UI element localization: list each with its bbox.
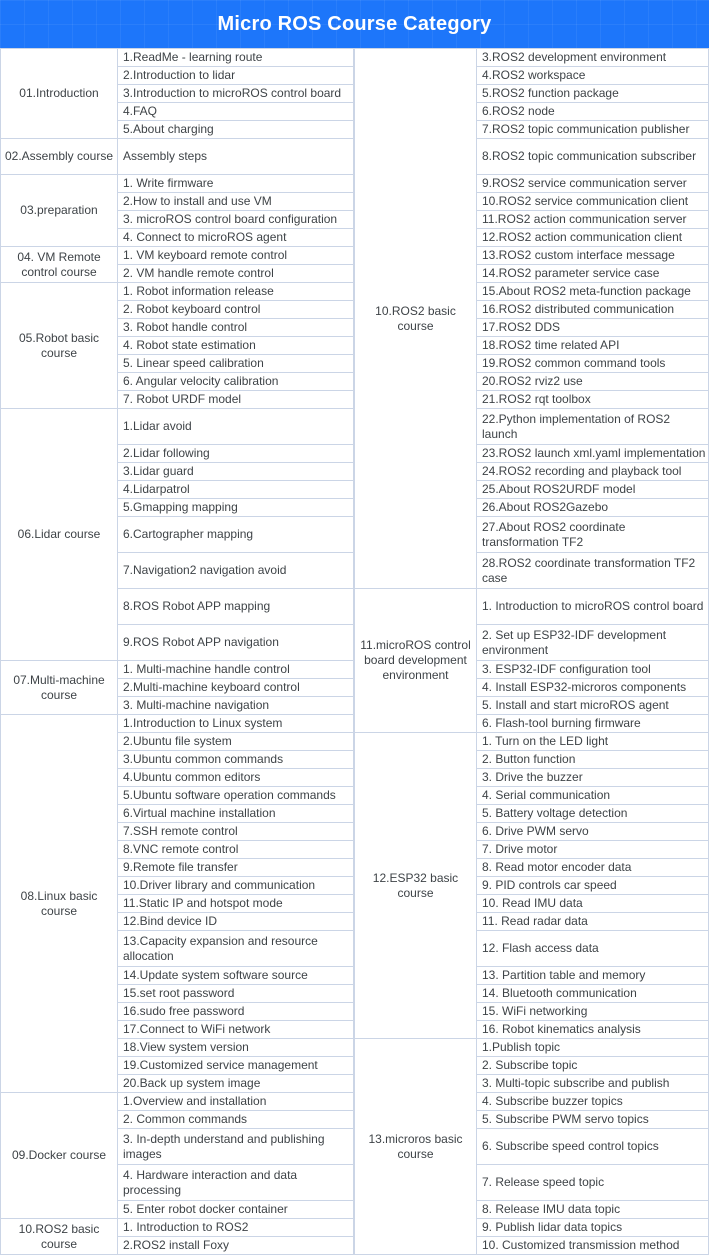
course-item-cell: [118, 49, 354, 67]
course-item-cell: [118, 1219, 354, 1237]
course-item-label: 1. Robot information release: [123, 284, 274, 298]
course-item-label: 1. Introduction to ROS2: [123, 1220, 249, 1234]
course-item-cell: [118, 517, 354, 553]
category-cell: 02.Assembly course: [1, 139, 118, 175]
course-item-cell: [477, 805, 709, 823]
course-item-label: 3. Multi-topic subscribe and publish: [482, 1076, 670, 1090]
course-item-label: 10. Customized transmission method: [482, 1238, 680, 1252]
course-item-label: 25.About ROS2URDF model: [482, 482, 636, 496]
course-item-cell: [118, 355, 354, 373]
course-item-cell: [477, 121, 709, 139]
course-item-cell: [477, 1003, 709, 1021]
course-item-cell: [477, 769, 709, 787]
course-item-label: 13.Capacity expansion and resource allocation: [123, 933, 318, 963]
course-item-cell: [477, 481, 709, 499]
table-row: [1, 247, 354, 265]
course-item-cell: [118, 877, 354, 895]
course-item-label: 5. Install and start microROS agent: [482, 698, 669, 712]
course-item-cell: [477, 787, 709, 805]
course-item-label: 7.ROS2 topic communication publisher: [482, 122, 690, 136]
table-row: [1, 661, 354, 679]
course-item-cell: [477, 211, 709, 229]
course-item-cell: [477, 859, 709, 877]
category-cell: 01.Introduction: [1, 49, 118, 139]
course-item-label: 19.ROS2 common command tools: [482, 356, 666, 370]
table-row: [1, 139, 354, 175]
course-item-cell: [477, 1057, 709, 1075]
course-item-label: 2.ROS2 install Foxy: [123, 1238, 230, 1252]
course-item-cell: [477, 265, 709, 283]
course-item-label: 9.ROS2 service communication server: [482, 176, 687, 190]
course-item-cell: [477, 103, 709, 121]
course-item-cell: [477, 319, 709, 337]
course-item-label: 3.ROS2 development environment: [482, 50, 667, 64]
course-item-label: 13. Partition table and memory: [482, 968, 646, 982]
course-item-label: 16. Robot kinematics analysis: [482, 1022, 641, 1036]
page-header: [0, 0, 709, 48]
course-item-cell: [477, 355, 709, 373]
course-item-label: 3. In-depth understand and publishing images: [123, 1131, 325, 1161]
course-item-cell: [118, 193, 354, 211]
course-item-label: 22.Python implementation of ROS2 launch: [482, 411, 671, 441]
course-item-cell: [118, 121, 354, 139]
course-item-label: 14.Update system software source: [123, 968, 308, 982]
course-item-cell: [118, 229, 354, 247]
course-item-label: 23.ROS2 launch xml.yaml implementation: [482, 446, 706, 460]
course-item-label: 4. Install ESP32-microros components: [482, 680, 687, 694]
course-item-label: 10. Read IMU data: [482, 896, 583, 910]
course-item-label: 9.ROS Robot APP navigation: [123, 635, 279, 649]
course-item-cell: [118, 463, 354, 481]
course-item-label: 20.ROS2 rviz2 use: [482, 374, 583, 388]
course-item-cell: [477, 1201, 709, 1219]
course-item-label: 9. PID controls car speed: [482, 878, 617, 892]
course-item-cell: [118, 391, 354, 409]
category-cell: 08.Linux basic course: [1, 715, 118, 1093]
course-item-label: 17.ROS2 DDS: [482, 320, 561, 334]
course-item-label: 4. Connect to microROS agent: [123, 230, 287, 244]
course-item-cell: [118, 1057, 354, 1075]
course-item-cell: [118, 1093, 354, 1111]
course-item-label: 18.View system version: [123, 1040, 249, 1054]
course-item-label: 6.Cartographer mapping: [123, 527, 254, 541]
course-item-cell: [477, 517, 709, 553]
course-item-cell: [477, 1237, 709, 1255]
course-item-label: 7. Release speed topic: [482, 1175, 605, 1189]
course-item-label: 8. Read motor encoder data: [482, 860, 632, 874]
course-item-label: 9.Remote file transfer: [123, 860, 238, 874]
course-item-cell: [477, 661, 709, 679]
course-item-label: 6. Drive PWM servo: [482, 824, 589, 838]
course-item-cell: [118, 733, 354, 751]
course-item-label: 11.ROS2 action communication server: [482, 212, 687, 226]
course-item-cell: [477, 463, 709, 481]
course-item-cell: [477, 553, 709, 589]
category-cell: 10.ROS2 basic course: [355, 49, 477, 589]
category-cell: 12.ESP32 basic course: [355, 733, 477, 1039]
course-item-label: 15.About ROS2 meta-function package: [482, 284, 691, 298]
course-item-label: 4. Serial communication: [482, 788, 611, 802]
course-item-label: 8.ROS Robot APP mapping: [123, 599, 271, 613]
course-item-label: 4.Lidarpatrol: [123, 482, 190, 496]
course-item-cell: [477, 1075, 709, 1093]
course-item-cell: [477, 391, 709, 409]
course-item-cell: [118, 247, 354, 265]
course-item-label: 7.SSH remote control: [123, 824, 238, 838]
course-item-cell: [118, 805, 354, 823]
course-item-cell: [477, 751, 709, 769]
course-item-label: 1. Turn on the LED light: [482, 734, 609, 748]
course-item-cell: [118, 337, 354, 355]
course-item-cell: [477, 49, 709, 67]
course-item-cell: [477, 1093, 709, 1111]
course-item-label: 2. Common commands: [123, 1112, 248, 1126]
course-item-label: 12.ROS2 action communication client: [482, 230, 683, 244]
course-item-cell: [477, 373, 709, 391]
course-item-label: 6. Angular velocity calibration: [123, 374, 279, 388]
course-item-label: 5. Enter robot docker container: [123, 1202, 288, 1216]
course-item-cell: [118, 823, 354, 841]
table-row: [1, 175, 354, 193]
course-item-label: 27.About ROS2 coordinate transformation TF2: [482, 519, 626, 549]
course-item-cell: [477, 283, 709, 301]
course-item-label: 5. Subscribe PWM servo topics: [482, 1112, 649, 1126]
course-item-label: 3. Drive the buzzer: [482, 770, 583, 784]
course-item-label: 2.Ubuntu file system: [123, 734, 232, 748]
course-item-label: 19.Customized service management: [123, 1058, 318, 1072]
course-item-cell: [118, 985, 354, 1003]
left-course-table: [0, 48, 354, 1255]
course-item-label: 7.Navigation2 navigation avoid: [123, 563, 287, 577]
course-item-cell: [477, 625, 709, 661]
course-item-label: 15.set root password: [123, 986, 235, 1000]
course-item-label: 4. Robot state estimation: [123, 338, 256, 352]
course-item-cell: [118, 175, 354, 193]
course-item-label: 1.Publish topic: [482, 1040, 561, 1054]
course-item-label: 3. ESP32-IDF configuration tool: [482, 662, 651, 676]
course-item-label: 11. Read radar data: [482, 914, 588, 928]
course-item-cell: [118, 661, 354, 679]
course-item-cell: [118, 409, 354, 445]
course-item-cell: [118, 265, 354, 283]
course-item-cell: [118, 499, 354, 517]
course-item-label: 3. Robot handle control: [123, 320, 248, 334]
course-item-label: 1.ReadMe - learning route: [123, 50, 263, 64]
table-row: [1, 409, 354, 445]
course-item-label: 10.ROS2 service communication client: [482, 194, 689, 208]
table-row: [355, 49, 709, 67]
course-item-label: 17.Connect to WiFi network: [123, 1022, 271, 1036]
course-item-label: 1. Introduction to microROS control board: [482, 599, 704, 613]
course-item-label: 4.ROS2 workspace: [482, 68, 586, 82]
course-item-cell: [118, 103, 354, 121]
course-item-cell: [118, 1111, 354, 1129]
course-item-cell: [118, 1201, 354, 1219]
table-row: [1, 49, 354, 67]
course-item-cell: [477, 139, 709, 175]
course-item-cell: [118, 931, 354, 967]
course-item-label: 2. Robot keyboard control: [123, 302, 261, 316]
category-cell: 05.Robot basic course: [1, 283, 118, 409]
category-cell: 04. VM Remote control course: [1, 247, 118, 283]
course-item-label: 2. Subscribe topic: [482, 1058, 578, 1072]
course-item-cell: [118, 1165, 354, 1201]
course-item-cell: [477, 1165, 709, 1201]
table-row: [355, 589, 709, 625]
course-item-label: 2.Multi-machine keyboard control: [123, 680, 300, 694]
course-item-label: 24.ROS2 recording and playback tool: [482, 464, 682, 478]
course-item-label: 2. VM handle remote control: [123, 266, 274, 280]
course-item-label: 2.How to install and use VM: [123, 194, 272, 208]
course-item-cell: [118, 67, 354, 85]
table-row: [1, 715, 354, 733]
course-item-label: 5.Ubuntu software operation commands: [123, 788, 336, 802]
course-item-label: 16.ROS2 distributed communication: [482, 302, 675, 316]
table-row: [355, 733, 709, 751]
course-item-cell: [477, 1111, 709, 1129]
course-item-label: 5. Linear speed calibration: [123, 356, 264, 370]
course-item-label: 5.About charging: [123, 122, 214, 136]
course-item-cell: [118, 445, 354, 463]
course-item-cell: [118, 1237, 354, 1255]
course-item-cell: [477, 1129, 709, 1165]
course-item-label: 2.Introduction to lidar: [123, 68, 236, 82]
course-item-label: 8.VNC remote control: [123, 842, 239, 856]
course-item-cell: [118, 697, 354, 715]
left-table-body: [1, 49, 354, 1255]
course-item-label: 9. Publish lidar data topics: [482, 1220, 623, 1234]
course-item-label: 20.Back up system image: [123, 1076, 261, 1090]
course-item-label: 3.Introduction to microROS control board: [123, 86, 342, 100]
course-item-cell: [118, 481, 354, 499]
course-item-label: 1. Write firmware: [123, 176, 214, 190]
course-item-label: 7. Robot URDF model: [123, 392, 242, 406]
course-item-cell: [118, 967, 354, 985]
category-cell: 03.preparation: [1, 175, 118, 247]
category-cell: 06.Lidar course: [1, 409, 118, 661]
category-cell: 10.ROS2 basic course: [1, 1219, 118, 1255]
course-item-cell: [118, 211, 354, 229]
course-item-label: 14. Bluetooth communication: [482, 986, 637, 1000]
course-item-cell: [118, 589, 354, 625]
course-item-cell: [118, 715, 354, 733]
course-item-cell: [477, 841, 709, 859]
course-tables-container: [0, 48, 709, 1255]
course-item-label: 4. Hardware interaction and data processing: [123, 1167, 298, 1197]
course-item-label: 2.Lidar following: [123, 446, 210, 460]
course-item-cell: [118, 913, 354, 931]
course-item-cell: [477, 931, 709, 967]
course-item-cell: [477, 967, 709, 985]
course-item-label: 4.Ubuntu common editors: [123, 770, 261, 784]
course-item-cell: [477, 697, 709, 715]
course-item-label: 11.Static IP and hotspot mode: [123, 896, 283, 910]
page-title: Micro ROS Course Category: [217, 12, 492, 35]
course-item-cell: [118, 319, 354, 337]
course-item-cell: [477, 1039, 709, 1057]
course-item-label: 4. Subscribe buzzer topics: [482, 1094, 623, 1108]
course-item-label: 8. Release IMU data topic: [482, 1202, 621, 1216]
right-course-table: [354, 48, 709, 1255]
course-item-label: 3. Multi-machine navigation: [123, 698, 270, 712]
course-item-label: 1.Introduction to Linux system: [123, 716, 283, 730]
course-item-cell: [118, 1075, 354, 1093]
course-item-cell: [118, 1003, 354, 1021]
course-item-label: 7. Drive motor: [482, 842, 558, 856]
course-item-label: 6.Virtual machine installation: [123, 806, 276, 820]
table-row: [1, 1219, 354, 1237]
course-item-cell: [477, 67, 709, 85]
category-cell: 11.microROS control board development environment: [355, 589, 477, 733]
course-item-label: 15. WiFi networking: [482, 1004, 588, 1018]
course-item-cell: [118, 553, 354, 589]
course-item-cell: [118, 1021, 354, 1039]
course-item-cell: [118, 85, 354, 103]
course-item-label: 3.Ubuntu common commands: [123, 752, 284, 766]
course-item-cell: [477, 895, 709, 913]
course-item-cell: [477, 445, 709, 463]
course-item-cell: [477, 409, 709, 445]
table-row: [1, 1093, 354, 1111]
course-item-cell: [477, 589, 709, 625]
course-item-label: 1. VM keyboard remote control: [123, 248, 288, 262]
course-item-label: 26.About ROS2Gazebo: [482, 500, 609, 514]
course-item-cell: [118, 679, 354, 697]
course-item-cell: [118, 139, 354, 175]
course-item-cell: [118, 751, 354, 769]
table-row: [355, 1039, 709, 1057]
course-item-cell: [477, 247, 709, 265]
table-row: [1, 283, 354, 301]
course-item-label: 16.sudo free password: [123, 1004, 245, 1018]
course-item-cell: [477, 175, 709, 193]
course-item-label: 21.ROS2 rqt toolbox: [482, 392, 591, 406]
course-item-cell: [477, 679, 709, 697]
course-item-label: 12.Bind device ID: [123, 914, 218, 928]
course-item-cell: [118, 769, 354, 787]
course-item-label: 10.Driver library and communication: [123, 878, 316, 892]
course-item-cell: [477, 85, 709, 103]
category-cell: 13.microros basic course: [355, 1039, 477, 1255]
course-item-label: 5.ROS2 function package: [482, 86, 619, 100]
category-cell: 07.Multi-machine course: [1, 661, 118, 715]
course-item-cell: [477, 1021, 709, 1039]
course-item-cell: [118, 1039, 354, 1057]
course-item-cell: [477, 715, 709, 733]
course-item-cell: [477, 733, 709, 751]
course-item-cell: [118, 895, 354, 913]
course-item-label: 6. Subscribe speed control topics: [482, 1139, 659, 1153]
course-item-label: 28.ROS2 coordinate transformation TF2 case: [482, 555, 696, 585]
course-item-cell: [477, 499, 709, 517]
course-item-cell: [118, 841, 354, 859]
course-item-cell: [118, 373, 354, 391]
course-item-cell: [477, 1219, 709, 1237]
course-item-cell: [477, 193, 709, 211]
course-item-cell: [118, 625, 354, 661]
course-item-label: 6. Flash-tool burning firmware: [482, 716, 641, 730]
course-item-cell: [477, 877, 709, 895]
course-item-label: 5. Battery voltage detection: [482, 806, 628, 820]
course-item-cell: [118, 301, 354, 319]
course-item-cell: [118, 283, 354, 301]
course-item-cell: [477, 985, 709, 1003]
course-item-label: 6.ROS2 node: [482, 104, 555, 118]
right-table-body: [355, 49, 709, 1255]
course-item-cell: [477, 337, 709, 355]
category-cell: 09.Docker course: [1, 1093, 118, 1219]
course-item-label: 1.Lidar avoid: [123, 419, 192, 433]
course-item-label: 8.ROS2 topic communication subscriber: [482, 149, 697, 163]
course-item-label: 14.ROS2 parameter service case: [482, 266, 660, 280]
course-item-label: 4.FAQ: [123, 104, 158, 118]
course-item-cell: [477, 301, 709, 319]
course-item-cell: [118, 787, 354, 805]
course-item-label: 2. Set up ESP32-IDF development environment: [482, 627, 667, 657]
course-item-label: 13.ROS2 custom interface message: [482, 248, 675, 262]
course-item-label: 18.ROS2 time related API: [482, 338, 620, 352]
course-item-cell: [118, 1129, 354, 1165]
course-item-label: 1.Overview and installation: [123, 1094, 267, 1108]
course-item-label: 1. Multi-machine handle control: [123, 662, 290, 676]
course-item-cell: [118, 859, 354, 877]
course-item-cell: [477, 229, 709, 247]
course-item-label: 12. Flash access data: [482, 941, 599, 955]
course-item-label: 3.Lidar guard: [123, 464, 194, 478]
course-item-cell: [477, 913, 709, 931]
course-item-label: 3. microROS control board configuration: [123, 212, 338, 226]
course-item-label: 5.Gmapping mapping: [123, 500, 238, 514]
course-item-label: 2. Button function: [482, 752, 576, 766]
course-item-cell: [477, 823, 709, 841]
course-item-label: Assembly steps: [123, 149, 208, 163]
